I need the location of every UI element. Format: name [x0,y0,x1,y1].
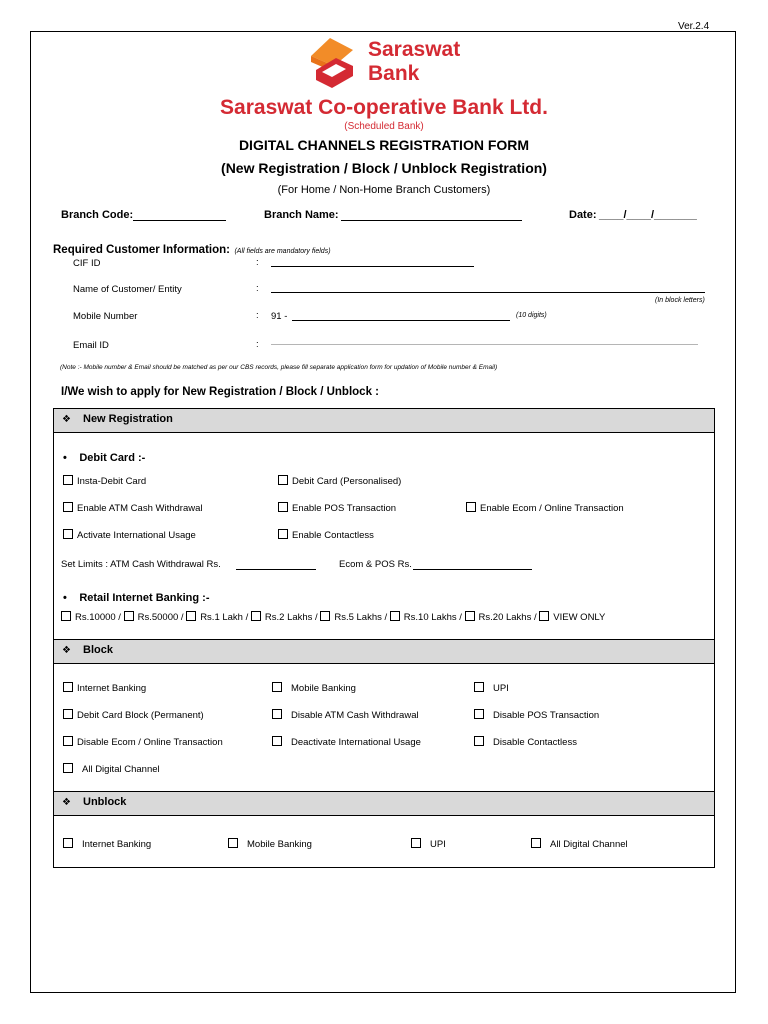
checkbox[interactable] [63,475,73,485]
block-option-internet-banking[interactable] [63,682,146,694]
rib-option-2-lakhs[interactable] [251,612,318,623]
option-label: Enable Ecom / Online Transaction [480,503,624,514]
block-header [54,639,714,664]
new-registration-header [54,409,714,433]
checkbox[interactable] [272,736,282,746]
checkbox[interactable] [474,709,484,719]
option-label: Disable Contactless [493,737,577,748]
rib-heading-text: Retail Internet Banking :- [79,592,210,604]
checkbox[interactable] [63,763,73,773]
checkbox[interactable] [272,709,282,719]
form-subtitle: (New Registration / Block / Unblock Registration) [221,160,547,176]
checkbox[interactable] [186,611,196,621]
diamond-icon: ❖ [62,645,71,656]
options-table [53,408,715,868]
diamond-icon: ❖ [62,797,71,808]
checkbox[interactable] [278,475,288,485]
mobile-field[interactable] [292,320,510,321]
customer-info-heading-text: Required Customer Information: [53,244,230,256]
option-label: Internet Banking [77,683,147,694]
checkbox[interactable] [228,838,238,848]
checkbox[interactable] [63,502,73,512]
bank-logo-icon [308,36,358,88]
checkbox[interactable] [272,682,282,692]
checkbox[interactable] [124,611,134,621]
option-label: Disable ATM Cash Withdrawal [291,710,419,721]
email-label: Email ID [73,340,109,351]
block-option-deactivate-international[interactable] [272,736,421,748]
block-heading: Block [83,644,113,656]
block-option-disable-contactless[interactable] [474,736,577,748]
branch-code-label: Branch Code: [61,209,134,221]
block-option-disable-pos[interactable] [474,709,599,721]
rib-option-1-lakh[interactable] [186,612,248,623]
mobile-digits-note: (10 digits) [516,312,547,319]
version-label: Ver.2.4 [678,21,710,32]
set-limits-label: Set Limits : ATM Cash Withdrawal Rs. [61,559,221,570]
option-label: Disable POS Transaction [493,710,600,721]
block-option-upi[interactable] [474,682,509,694]
option-enable-contactless[interactable] [278,529,374,541]
option-label: Insta-Debit Card [77,476,147,487]
checkbox[interactable] [278,502,288,512]
option-label: Disable Ecom / Online Transaction [77,737,223,748]
new-registration-heading: New Registration [83,413,173,425]
cif-label: CIF ID [73,258,101,269]
checkbox[interactable] [390,611,400,621]
unblock-header [54,791,714,816]
customer-name-colon: : [256,283,259,294]
rib-option-10-lakhs[interactable] [390,612,462,623]
option-insta-debit-card[interactable] [63,475,146,487]
rib-option-50000[interactable] [124,612,184,623]
checkbox[interactable] [466,502,476,512]
option-label: Rs.5 Lakhs / [334,612,388,623]
rib-option-5-lakhs[interactable] [320,612,387,623]
checkbox[interactable] [539,611,549,621]
checkbox[interactable] [63,529,73,539]
mobile-label: Mobile Number [73,311,138,322]
cbs-note: (Note :- Mobile number & Email should be matched as per our CBS records, please fill separate application form for updation of Mobile number & Email) [60,364,498,371]
atm-limit-field[interactable] [236,569,316,570]
checkbox[interactable] [278,529,288,539]
option-label: All Digital Channel [550,839,628,850]
checkbox[interactable] [251,611,261,621]
option-debit-card-personalised[interactable] [278,475,401,487]
unblock-option-upi[interactable] [411,838,446,850]
retail-internet-banking-heading [63,588,210,606]
option-label: Rs.20 Lakhs / [478,612,537,623]
cif-field[interactable] [271,266,474,267]
mobile-colon: : [256,310,259,321]
branch-name-field[interactable] [341,220,522,221]
option-label: Enable Contactless [292,530,374,541]
option-enable-atm[interactable] [63,502,203,514]
unblock-option-mobile-banking[interactable] [228,838,312,850]
ecom-limit-field[interactable] [413,569,532,570]
rib-option-10000[interactable] [61,612,121,623]
checkbox[interactable] [63,838,73,848]
cif-colon: : [256,257,259,268]
debit-card-heading [63,448,145,466]
checkbox[interactable] [320,611,330,621]
checkbox[interactable] [474,682,484,692]
checkbox[interactable] [465,611,475,621]
option-label: Mobile Banking [291,683,356,694]
bullet-icon: • [63,592,67,604]
option-label: Enable POS Transaction [292,503,397,514]
option-label: UPI [430,839,446,850]
checkbox[interactable] [531,838,541,848]
unblock-heading: Unblock [83,796,127,808]
option-label: Rs.50000 / [137,612,184,623]
option-label: Rs.2 Lakhs / [264,612,318,623]
option-label: Mobile Banking [247,839,312,850]
branch-code-field[interactable] [133,220,226,221]
block-option-all-digital-channel[interactable] [63,763,160,775]
customer-name-field[interactable] [271,292,705,293]
option-activate-international[interactable] [63,529,196,541]
bullet-icon: • [63,452,67,464]
customer-name-label: Name of Customer/ Entity [73,284,182,295]
checkbox[interactable] [474,736,484,746]
rib-option-20-lakhs[interactable] [465,612,537,623]
mobile-prefix: 91 - [271,311,288,322]
option-enable-ecom[interactable] [466,502,624,514]
option-label: Internet Banking [82,839,152,850]
rib-limit-options [61,611,605,623]
rib-option-view-only[interactable] [539,612,605,623]
logo-text-line1: Saraswat [368,38,461,61]
block-option-mobile-banking[interactable] [272,682,356,694]
form-title: DIGITAL CHANNELS REGISTRATION FORM [238,137,530,153]
bank-logo [308,36,468,90]
date-label: Date: [569,209,597,221]
date-field[interactable]: ____/____/_______ [599,209,697,221]
checkbox[interactable] [63,709,73,719]
option-label: Debit Card (Personalised) [292,476,402,487]
block-letters-note: (In block letters) [655,297,705,304]
option-label: Rs.10 Lakhs / [403,612,462,623]
block-option-disable-ecom[interactable] [63,736,223,748]
block-option-disable-atm[interactable] [272,709,419,721]
branch-name-label: Branch Name: [264,209,339,221]
diamond-icon: ❖ [62,414,71,425]
option-label: Rs.10000 / [75,612,121,623]
mandatory-note: (All fields are mandatory fields) [234,248,331,255]
checkbox[interactable] [411,838,421,848]
bank-full-name: Saraswat Co-operative Bank Ltd. [220,96,548,119]
option-label: All Digital Channel [82,764,160,775]
option-label: Debit Card Block (Permanent) [77,710,204,721]
customer-info-heading [53,240,331,258]
logo-text-line2: Bank [368,62,420,85]
unblock-option-internet-banking[interactable] [63,838,151,850]
unblock-option-all-digital-channel[interactable] [531,838,628,850]
checkbox[interactable] [63,736,73,746]
debit-card-heading-text: Debit Card :- [79,452,146,464]
email-field[interactable] [271,344,698,345]
option-label: Activate International Usage [77,530,196,541]
option-label: VIEW ONLY [553,612,606,623]
checkbox[interactable] [61,611,71,621]
option-enable-pos[interactable] [278,502,396,514]
ecom-pos-label: Ecom & POS Rs. [339,559,412,570]
email-colon: : [256,339,259,350]
option-label: Rs.1 Lakh / [200,612,249,623]
scheduled-bank-label: (Scheduled Bank) [344,121,424,132]
block-option-debit-card-permanent[interactable] [63,709,204,721]
option-label: Enable ATM Cash Withdrawal [77,503,203,514]
option-label: Deactivate International Usage [291,737,421,748]
option-label: UPI [493,683,509,694]
checkbox[interactable] [63,682,73,692]
apply-text: I/We wish to apply for New Registration / Block / Unblock : [61,386,379,398]
form-note: (For Home / Non-Home Branch Customers) [277,184,491,196]
